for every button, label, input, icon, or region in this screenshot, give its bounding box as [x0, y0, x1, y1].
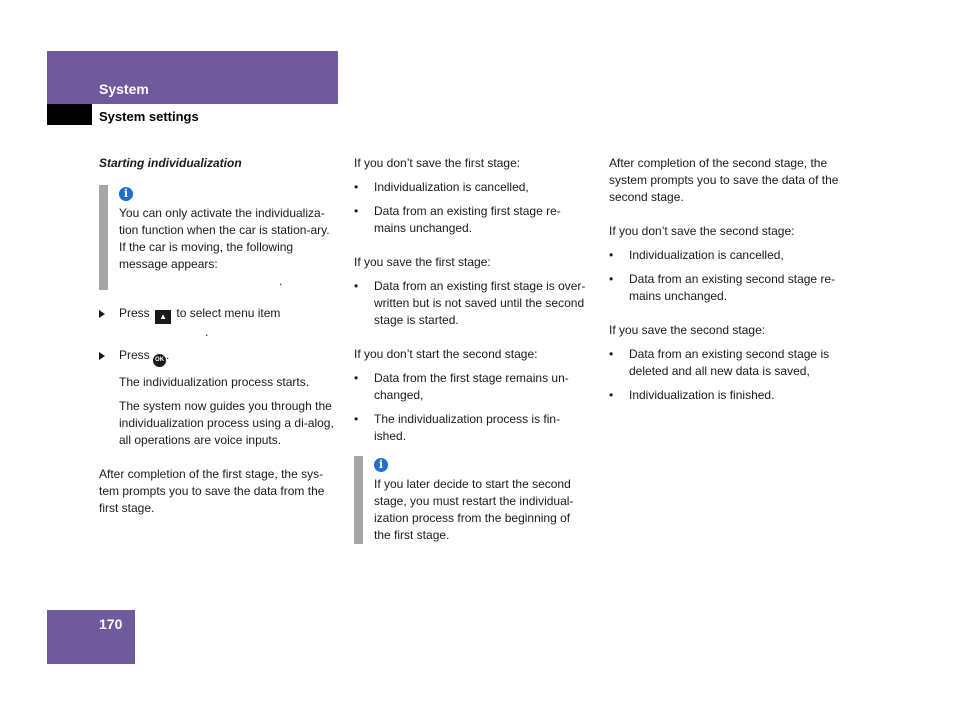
step-arrow-icon	[99, 352, 105, 360]
column-2	[354, 155, 590, 559]
up-arrow-key-icon: ▲	[155, 310, 171, 324]
paragraph: If you save the first stage:	[354, 255, 491, 269]
list-item: • Individualization is finished.	[609, 387, 851, 404]
info-note-dot: .	[279, 274, 283, 288]
step-result: The system now guides you through the individualization process using a di-alog, all operations are voice inputs.	[119, 399, 334, 447]
paragraph: If you don’t save the second stage:	[609, 224, 795, 238]
list-item: • Individualization is cancelled,	[609, 247, 851, 264]
list-item: • Data from an existing first stage is over-written but is not saved until the second stage is started.	[354, 278, 590, 329]
paragraph: If you don’t save the first stage:	[354, 156, 521, 170]
step-text: to select menu item	[176, 306, 281, 320]
bullet-list	[354, 278, 590, 329]
bullet-list	[609, 346, 851, 404]
step-text: .	[166, 348, 170, 362]
list-item: • Data from the first stage remains un-changed,	[354, 370, 590, 404]
column-3	[609, 155, 851, 404]
page-number: 170	[99, 616, 123, 632]
ok-button-icon: OK	[153, 354, 166, 367]
bullet-list	[609, 247, 851, 305]
column-1	[99, 155, 339, 517]
step-press-label: Press	[119, 348, 150, 362]
info-note-bar	[99, 185, 108, 290]
bullet-list	[354, 370, 590, 445]
header-band	[47, 51, 338, 104]
column-heading: Starting individualization	[99, 156, 242, 170]
list-item: • Data from an existing first stage re-mains unchanged.	[354, 203, 590, 237]
step-result: The individualization process starts.	[119, 375, 310, 389]
subsection-title: System settings	[99, 109, 199, 124]
list-item: • The individualization process is fin-ished.	[354, 411, 590, 445]
list-item: • Data from an existing second stage re-mains unchanged.	[609, 271, 851, 305]
step-dot: .	[205, 325, 209, 339]
instruction-step-1	[99, 305, 339, 341]
section-marker-tab	[47, 104, 92, 125]
bullet-list	[354, 179, 590, 237]
paragraph: After completion of the first stage, the sys-tem prompts you to save the data from the first stage.	[99, 467, 325, 515]
info-note	[99, 185, 339, 290]
info-note	[354, 456, 590, 544]
list-item: • Individualization is cancelled,	[354, 179, 590, 196]
instruction-step-2	[99, 347, 339, 367]
info-note-bar	[354, 456, 363, 544]
paragraph: If you save the second stage:	[609, 323, 766, 337]
paragraph: After completion of the second stage, the system prompts you to save the data of the second stage.	[609, 156, 839, 204]
info-icon: i	[119, 187, 133, 201]
step-press-label: Press	[119, 306, 150, 320]
step-arrow-icon	[99, 310, 105, 318]
paragraph: If you don’t start the second stage:	[354, 347, 538, 361]
list-item: • Data from an existing second stage is deleted and all new data is saved,	[609, 346, 851, 380]
info-note-text: You can only activate the individualiza-tion function when the car is station-ary. If the car is moving, the following message appears:	[119, 206, 330, 271]
info-icon: i	[374, 458, 388, 472]
section-title: System	[99, 81, 149, 97]
info-note-text: If you later decide to start the second stage, you must restart the individual-ization process from the beginning of the first stage.	[374, 477, 574, 542]
